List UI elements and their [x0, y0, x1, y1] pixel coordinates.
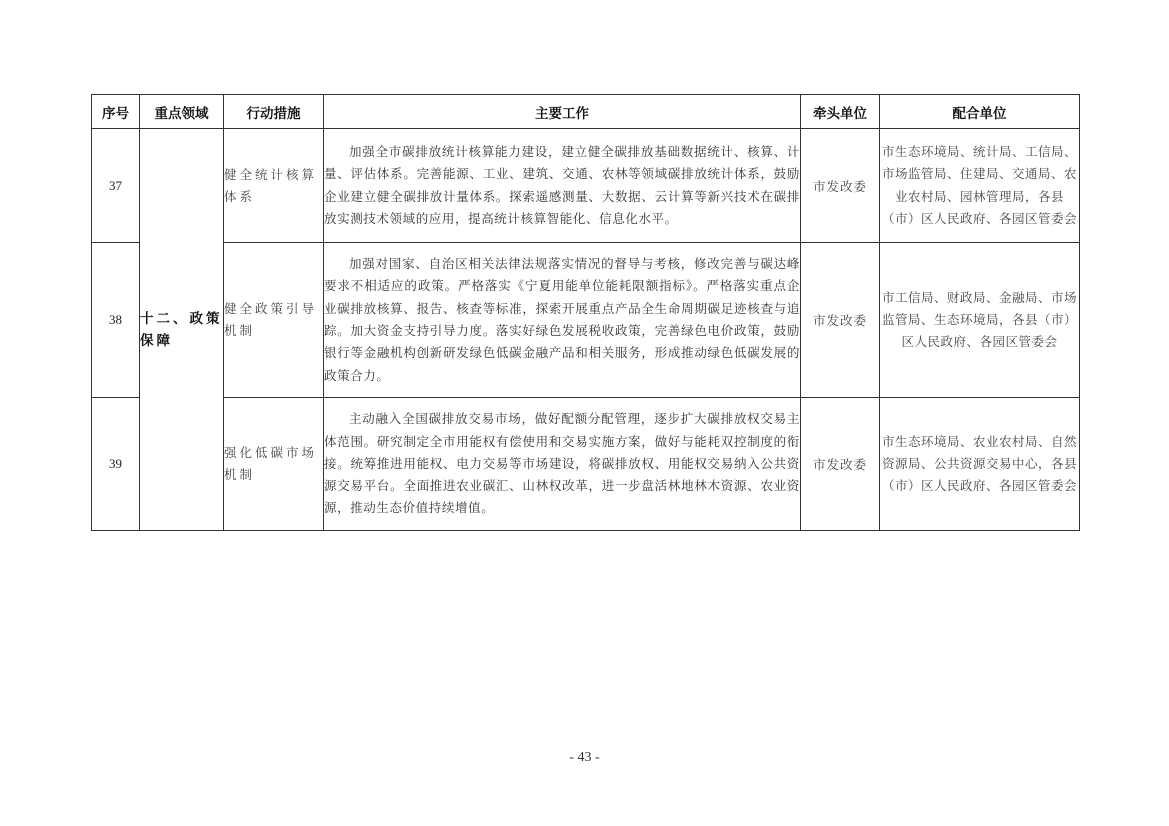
main-work-cell [324, 398, 801, 531]
coop-units: 市生态环境局、统计局、工信局、市场监管局、住建局、交通局、农业农村局、园林管理局，各县（市）区人民政府、各园区管委会 [880, 129, 1080, 243]
main-work-text: 主动融入全国碳排放交易市场，做好配额分配管理，逐步扩大碳排放权交易主体范围。研究制定全市用能权有偿使用和交易实施方案，做好与能耗双控制度的衔接。统筹推进用能权、电力交易等市场建设，将碳排放权、用能权交易纳入公共资源交易平台。全面推进农业碳汇、山林权改革，进一步盘活林地林木资源、农业资源，推动生态价值持续增值。 [324, 411, 800, 516]
lead-unit: 市发改委 [801, 129, 880, 243]
action-measure: 强化低碳市场机制 [224, 398, 324, 531]
table-header-row [92, 95, 1080, 129]
header-coop-units: 配合单位 [880, 95, 1080, 129]
table-row [92, 129, 1080, 243]
lead-unit: 市发改委 [801, 243, 880, 398]
action-measure: 健全统计核算体系 [224, 129, 324, 243]
row-number: 37 [92, 129, 140, 243]
coop-units: 市生态环境局、农业农村局、自然资源局、公共资源交易中心，各县（市）区人民政府、各园区管委会 [880, 398, 1080, 531]
main-work-cell [324, 129, 801, 243]
main-work-text: 加强对国家、自治区相关法律法规落实情况的督导与考核，修改完善与碳达峰要求不相适应的政策。严格落实《宁夏用能单位能耗限额指标》。严格落实重点企业碳排放核算、报告、核查等标准，探索开展重点产品全生命周期碳足迹核查与追踪。加大资金支持引导力度。落实好绿色发展税收政策，完善绿色电价政策，鼓励银行等金融机构创新研发绿色低碳金融产品和相关服务，形成推动绿色低碳发展的政策合力。 [324, 256, 800, 383]
action-plan-table [91, 94, 1080, 531]
header-main-work: 主要工作 [324, 95, 801, 129]
table-row [92, 398, 1080, 531]
main-work-cell [324, 243, 801, 398]
row-number: 39 [92, 398, 140, 531]
header-action: 行动措施 [224, 95, 324, 129]
table-row [92, 243, 1080, 398]
header-focus-area: 重点领域 [140, 95, 224, 129]
coop-units: 市工信局、财政局、金融局、市场监管局、生态环境局，各县（市）区人民政府、各园区管委会 [880, 243, 1080, 398]
header-lead-unit: 牵头单位 [801, 95, 880, 129]
focus-area-cell: 十二、政策保障 [140, 129, 224, 531]
header-serial: 序号 [92, 95, 140, 129]
action-measure: 健全政策引导机制 [224, 243, 324, 398]
lead-unit: 市发改委 [801, 398, 880, 531]
main-work-text: 加强全市碳排放统计核算能力建设，建立健全碳排放基础数据统计、核算、计量、评估体系。完善能源、工业、建筑、交通、农林等领域碳排放统计体系，鼓励企业建立健全碳排放计量体系。探索遥感测量、大数据、云计算等新兴技术在碳排放实测技术领域的应用，提高统计核算智能化、信息化水平。 [324, 143, 800, 226]
page-number: - 43 - [569, 750, 600, 765]
row-number: 38 [92, 243, 140, 398]
